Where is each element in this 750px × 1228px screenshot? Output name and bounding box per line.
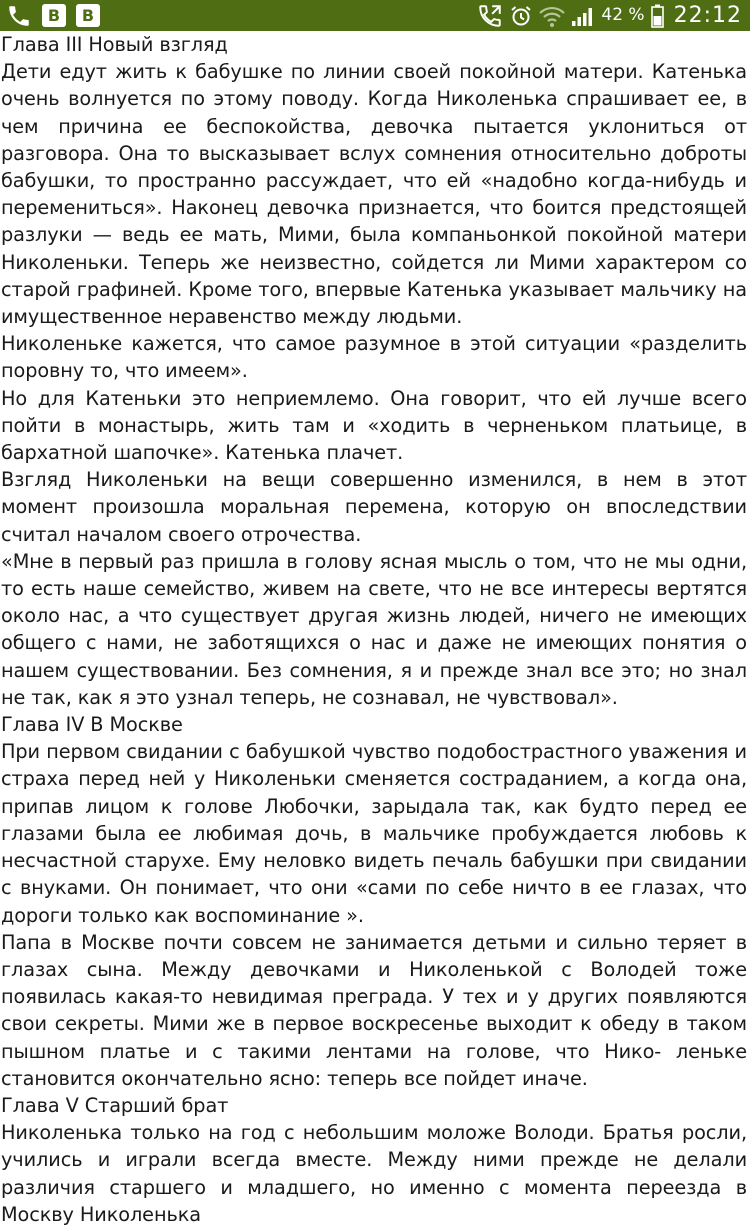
paragraph: Но для Катеньки это неприемлемо. Она говорит, что ей лучше всего пойти в монастырь, жить там и «ходить в черненьком платьице, в бархатной шапочке». Катенька плачет. [1, 386, 747, 465]
b-app-icon [42, 4, 66, 27]
b-app-letter: B [81, 5, 95, 25]
system-icons [477, 0, 742, 31]
paragraph: Николеньке кажется, что самое разумное в этой ситуации «разделить поровну то, что имеем». [1, 332, 747, 383]
battery-icon [651, 4, 664, 28]
chapter-heading: Глава IV В Москве [1, 713, 183, 737]
notification-icons [6, 2, 100, 29]
chapter-heading: Глава V Старший брат [1, 1093, 229, 1117]
paragraph: «Мне в первый раз пришла в голову ясная мысль о том, что не мы одни, то есть наше семейство, живем на свете, что не все интересы вертятся около нас, а что существует другая жизнь людей, ничего не имеющих общего с нами, не заботящихся о нас и даже не имеющих понятия о нашем существовании. Без сомнения, я и прежде знал все это; но знал не так, как я это узнал теперь, не сознавал, не чувствовал». [1, 549, 747, 709]
clock: 22:12 [673, 3, 742, 28]
paragraph: Папа в Москве почти совсем не занимается детьми и сильно теряет в глазах сына. Между девочками и Николенькой с Володей тоже появилась какая-то невидимая преграда. У тех и у других появляются свои секреты. Мими же в первое воскресенье выходит к обеду в таком пышном платье и с такими лентами на голове, что Нико- леньке становится окончательно ясно: теперь все пойдет иначе. [1, 930, 747, 1090]
signal-icon [571, 5, 595, 27]
alarm-icon [509, 4, 533, 28]
chapter-heading: Глава III Новый взгляд [1, 33, 228, 56]
paragraph: При первом свидании с бабушкой чувство подобострастного уважения и страха перед ней у Николеньки сменяется состраданием, а когда она, припав лицом к голове Любочки, зарыдала так, как будто перед ее глазами была ее любимая дочь, в мальчике пробуждается любовь к несчастной старухе. Ему неловко видеть печаль бабушки при свидании с внуками. Он понимает, что они «сами по себе ничто в ее глазах, что дороги только как воспоминание ». [1, 740, 747, 927]
status-bar [0, 0, 750, 31]
paragraph: Взгляд Николеньки на вещи совершенно изменился, в нем в этот момент произошла моральная перемена, которую он впоследствии считал началом своего отрочества. [1, 468, 747, 546]
paragraph: Николенька только на год с небольшим моложе Володи. Братья росли, учились и играли всегда вместе. Между ними прежде не делали различия старшего и младшего, но именно с момента переезда в Москву Николенька [1, 1121, 747, 1226]
wifi-icon [539, 4, 565, 28]
paragraph: Дети едут жить к бабушке по линии своей покойной матери. Катенька очень волнуется по этому поводу. Когда Николенька спрашивает ее, в чем причина ее беспокойства, девочка пытается уклониться от разговора. Она то высказывает вслух сомнения относительно доброты бабушки, то пространно рассуждает, что ей «надобно когда-нибудь и перемениться». Наконец девочка признается, что боится предстоящей разлуки — ведь ее мать, Мими, была компаньонкой покойной матери Николеньки. Теперь же неизвестно, сойдется ли Мими характером со старой графиней. Кроме того, впервые Катенька указывает мальчику на имущественное неравенство между людьми. [1, 60, 747, 329]
b-app-letter: B [47, 5, 61, 25]
battery-percent: 42 % [601, 5, 645, 25]
call-forward-icon [477, 3, 503, 29]
document-text[interactable] [1, 31, 747, 1226]
b-app-icon [76, 4, 100, 27]
phone-icon [6, 3, 32, 29]
